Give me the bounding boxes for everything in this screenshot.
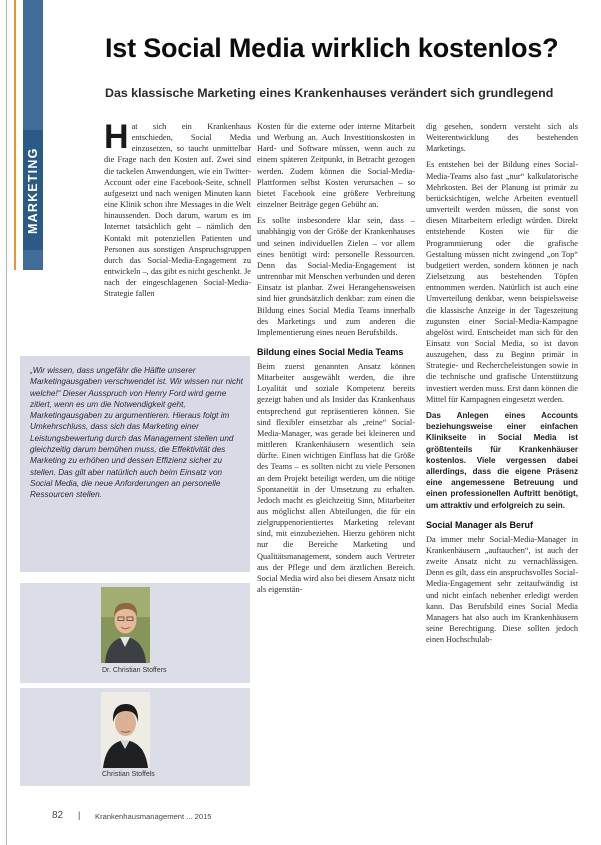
- publication-name: Krankenhausmanagement ... 2015: [95, 812, 212, 821]
- paragraph: Es sollte insbesondere klar sein, dass – unabhängig von der Größe der Krankenhauses und seinen individuellen Zielen – vor allem eines benötigt wird: personelle Ressourcen. Denn das Social-Media-Engagement ist untrennbar mit Menschen verbunden und deren Einsatz ist planbar. Zwei Herangehensweisen sind hier grundsätzlich denkbar: zum einen die Bildung eines Social Media Teams innerhalb des Marketings und zum anderen die Implementierung eines neuen Berufsbilds.: [257, 216, 415, 337]
- article-column-3: [426, 121, 578, 811]
- drop-cap: H: [104, 121, 129, 156]
- author-photo: [101, 692, 150, 768]
- article-subtitle: Das klassische Marketing eines Krankenhauses verändert sich grundlegend: [105, 86, 554, 100]
- page-edge-left: [6, 0, 7, 845]
- paragraph: Kosten für die externe oder interne Mitarbeit und Werbung an. Auch Investitionskosten in Hard- und Software müssen, wenn auch zu einem späteren Zeitpunkt, in Betracht gezogen werden. Zudem können die Social-Media-Plattformen selbst Kosten verursachen – so bietet Facebook eine größere Verbreitung einzelner Beiträge gegen Gebühr an.: [257, 122, 415, 210]
- accent-line: [14, 0, 16, 270]
- author-photo: [101, 587, 150, 663]
- section-heading: Bildung eines Social Media Teams: [257, 346, 404, 357]
- article-column-1: [104, 121, 251, 356]
- section-heading: Social Manager als Beruf: [426, 519, 534, 530]
- article-column-2: [257, 121, 415, 811]
- photo-caption: Dr. Christian Stoffers: [102, 667, 167, 674]
- paragraph: Beim zuerst genannten Ansatz können Mitarbeiter ausgewählt werden, die ihre Loyalität und soziale Kompetenz bereits gezeigt haben und als Insider das Krankenhaus entsprechend gut repräsentieren können. Sie sind flexibler einsetzbar als „reine“ Social-Media-Manager, was gerade bei kleineren und mittleren Krankenhäusern wesentlich sein dürfte. Einen wichtigen Einfluss hat die Größe des Teams – es sollten nicht zu viele Personen an dem Projekt beteiligt werden, um die nötige Spontaneität in der Umsetzung zu erhalten. Jedoch macht es gleichzeitig Sinn, Mitarbeiter aus möglichst allen Abteilungen, die für ein zielgruppenorientiertes Marketing relevant sind, mit einzubeziehen. Hierzu gehören nicht nur die Bereiche Marketing und Qualitätsmanagement, sondern auch Vertreter aus der Pflege und dem ärztlichen Bereich. Social Media wird also bei diesem Ansatz nicht als eigenstän-: [257, 361, 415, 595]
- paragraph: Da immer mehr Social-Media-Manager in Krankenhäusern „auftauchen“, ist auch der zweite Ansatz nicht zu vernachlässigen. Denn es gilt, dass ein anspruchsvolles Social-Media-Engagement sehr zeitaufwändig ist und nicht einfach nebenher erledigt werden kann. Das Berufsbild eines Social Media Managers hat also auch im Krankenhäusern seine Berechtigung. Diese sollten jedoch einen Hochschulab-: [426, 534, 578, 645]
- page-number: 82: [52, 810, 64, 821]
- article-title: Ist Social Media wirklich kostenlos?: [105, 33, 559, 63]
- portrait-image: [101, 587, 150, 663]
- photo-caption: Christian Stoffels: [102, 771, 155, 778]
- paragraph: Es entstehen bei der Bildung eines Social-Media-Teams also fast „nur“ kalkulatorische Mehrkosten. Bei der Planung ist primär zu berücksichtigen, welche Arbeiten eventuell umverteilt werden müssen, die sonst von diesen Mitarbeitern erledigt würden. Direkt entstehende Kosten wie für die Programmierung oder die grafische Gestaltung müssen nicht zwingend „on Top“ budgetiert werden, sondern können je nach Zielsetzung aus bestehenden Töpfen entnommen werden. Natürlich ist auch eine Umverteilung denkbar, wenn beispielsweise die klassische Anzeige in der Tageszeitung zugunsten einer Social-Media-Kampagne abgelöst wird. Entscheidet man sich für den Einsatz von Social Media, so ist davon auszugehen, dass zu Beginn primär in Strategie- und Rechercheleistungen sowie in die technische und grafische Unterstützung investiert werden muss. Erst dann können die Mittel für Kampagnen eingesetzt werden.: [426, 160, 578, 404]
- section-label: MARKETING: [26, 147, 40, 234]
- footer-separator: |: [78, 810, 81, 820]
- column-1-text: at sich ein Krankenhaus entschieden, Social Media einzusetzen, so taucht unmittelbar die Frage nach den Kosten auf. Zwei sind die tackelen Anwendungen, wie ein Twitter-Account oder eine Facebook-Seite, schnell aufgesetzt und nach wenigen Minuten kann eine Klinik schon ihre Messages in die Welt hinaussenden. Doch darum, warum es im Internet tatsächlich geht – nämlich den Kontakt mit potenziellen Patienten und Personen aus sonstigen Anspruchsgruppen durch das Social-Media-Engagement zu entwickeln –, das gibt es nicht geschenkt. Je nach der eingeschlagenen Social-Media-Strategie fallen: [104, 122, 251, 299]
- pull-quote-text: „Wir wissen, dass ungefähr die Hälfte unserer Marketingausgaben verschwendet ist. Wir wissen nur nicht welche!“ Dieser Ausspruch von Henry Ford wird gerne zitiert, wenn es um die Notwendigkeit geht, Marketingausgaben zu argumentieren. Hieraus folgt im Umkehrschluss, dass sich das Marketing einer Leistungsbewertung durch das Management stellen und gleichzeitig darum bemühen muss, die Effektivität des Marketing zu erhöhen und dessen Effizienz sicher zu stellen. Das gilt aber natürlich auch beim Einsatz von Social Media, die neue Anforderungen an personelle Ressourcen stellen.: [30, 366, 243, 500]
- lead-paragraph: Das Anlegen eines Accounts beziehungsweise einer einfachen Klinikseite in Social Media ist größtenteils für Krankenhäuser kostenlos. Viele vergessen dabei allerdings, dass die eigene Präsenz eine angemessene Betreuung und einen professionellen Auftritt benötigt, um attraktiv und erfolgreich zu sein.: [426, 410, 578, 510]
- paragraph: dig gesehen, sondern versteht sich als Weiterentwicklung des bestehenden Marketings.: [426, 122, 578, 154]
- portrait-image: [101, 692, 150, 768]
